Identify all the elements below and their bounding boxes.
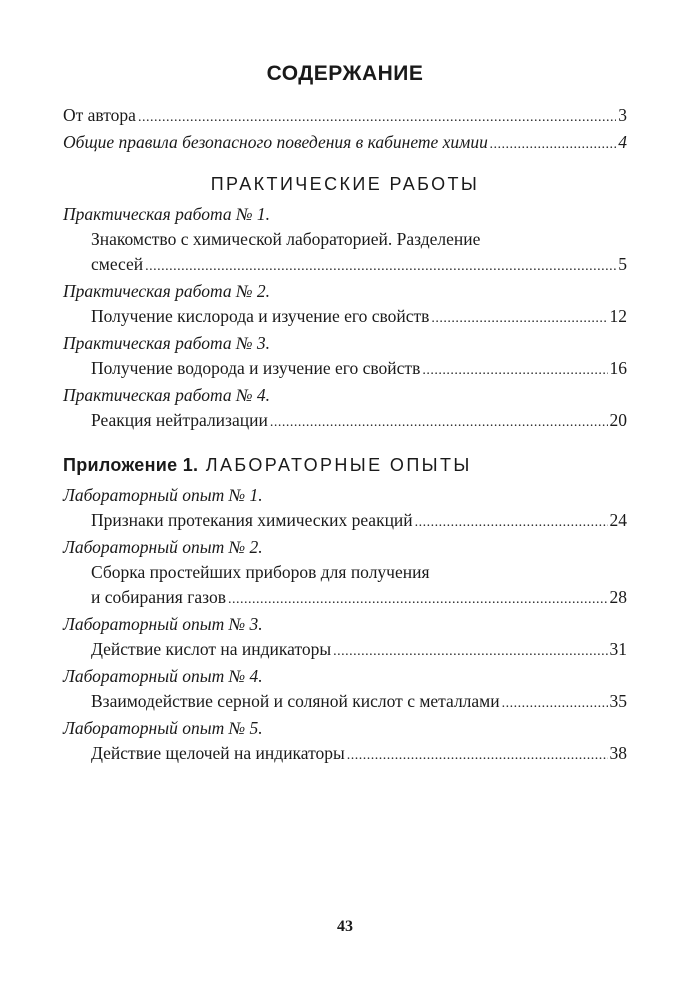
toc-page-number: 16 [609, 358, 627, 378]
toc-entry-text: Взаимодействие серной и соляной кислот с металлами [91, 691, 500, 711]
leader-dots [422, 358, 607, 383]
toc-page-number: 4 [618, 132, 627, 152]
practical-work-1-entry[interactable] [63, 252, 627, 279]
practical-work-2-entry[interactable] [63, 304, 627, 331]
leader-dots [431, 306, 607, 331]
toc-entry-text: Действие щелочей на индикаторы [91, 743, 345, 763]
toc-entry-text: Признаки протекания химических реакций [91, 510, 413, 530]
toc-page-number: 31 [609, 639, 627, 659]
lab-experiment-1-label: Лабораторный опыт № 1. [63, 485, 263, 505]
page-title: СОДЕРЖАНИЕ [266, 62, 424, 85]
leader-dots [347, 743, 608, 768]
lab-experiment-1-entry[interactable] [63, 508, 627, 535]
lab-experiment-3-entry[interactable] [63, 637, 627, 664]
leader-dots [415, 510, 608, 535]
practical-work-4-entry[interactable] [63, 408, 627, 435]
leader-dots [145, 254, 616, 279]
appendix-title: ЛАБОРАТОРНЫЕ ОПЫТЫ [205, 455, 472, 475]
toc-page-number: 28 [609, 587, 627, 607]
lab-experiment-2-title-line[interactable]: Сборка простейших приборов для получения [91, 562, 430, 582]
section-heading-practical: ПРАКТИЧЕСКИЕ РАБОТЫ [210, 174, 480, 194]
page-number: 43 [337, 918, 353, 935]
toc-entry-text: и собирания газов [91, 587, 226, 607]
toc-entry-text: Получение кислорода и изучение его свойств [91, 306, 430, 326]
appendix-number: Приложение 1. [63, 455, 199, 475]
toc-entry-text: Реакция нейтрализации [91, 410, 268, 430]
toc-page-number: 5 [618, 254, 627, 274]
toc-entry-text: смесей [91, 254, 144, 274]
practical-work-1-title-line[interactable]: Знакомство с химической лабораторией. Разделение [91, 229, 481, 249]
toc-entry-label: Общие правила безопасного поведения в кабинете химии [63, 132, 488, 152]
table-of-contents [63, 103, 627, 768]
leader-dots [138, 105, 616, 130]
toc-page-number: 3 [618, 105, 627, 125]
lab-experiment-3-label: Лабораторный опыт № 3. [63, 614, 263, 634]
lab-experiment-2-label: Лабораторный опыт № 2. [63, 537, 263, 557]
lab-experiment-2-entry[interactable] [63, 585, 627, 612]
practical-work-3-entry[interactable] [63, 356, 627, 383]
section-heading-appendix [63, 452, 627, 478]
leader-dots [228, 587, 608, 612]
toc-entry-label: От автора [63, 105, 136, 125]
practical-work-3-label: Практическая работа № 3. [63, 333, 270, 353]
lab-experiment-5-label: Лабораторный опыт № 5. [63, 718, 263, 738]
toc-entry-text: Получение водорода и изучение его свойств [91, 358, 421, 378]
toc-page-number: 24 [609, 510, 627, 530]
toc-page-number: 20 [609, 410, 627, 430]
toc-page-number: 35 [609, 691, 627, 711]
book-page [63, 0, 627, 1000]
lab-experiment-4-entry[interactable] [63, 689, 627, 716]
toc-page-number: 12 [609, 306, 627, 326]
practical-work-1-label: Практическая работа № 1. [63, 204, 270, 224]
leader-dots [502, 691, 608, 716]
leader-dots [270, 410, 608, 435]
toc-entry-text: Действие кислот на индикаторы [91, 639, 332, 659]
leader-dots [490, 132, 616, 157]
practical-work-2-label: Практическая работа № 2. [63, 281, 270, 301]
lab-experiment-4-label: Лабораторный опыт № 4. [63, 666, 263, 686]
practical-work-4-label: Практическая работа № 4. [63, 385, 270, 405]
lab-experiment-5-entry[interactable] [63, 741, 627, 768]
toc-page-number: 38 [609, 743, 627, 763]
toc-entry-author[interactable] [63, 103, 627, 130]
leader-dots [333, 639, 607, 664]
toc-entry-safety-rules[interactable] [63, 130, 627, 157]
